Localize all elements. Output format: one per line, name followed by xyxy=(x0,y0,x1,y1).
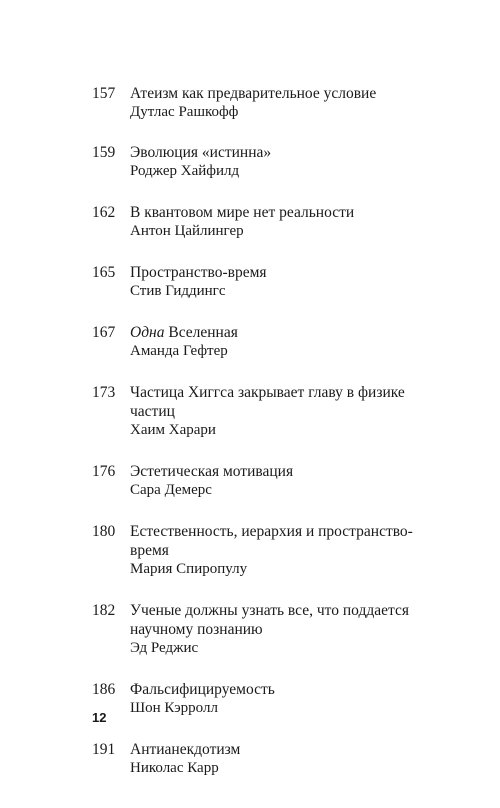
toc-page-number: 182 xyxy=(92,602,116,619)
table-of-contents xyxy=(92,84,432,800)
toc-title-line-2: время xyxy=(130,542,169,559)
toc-author: Дутлас Рашкофф xyxy=(130,104,239,120)
toc-title-line-1: Частица Хиггса закрывает главу в физике xyxy=(130,384,405,401)
toc-entry xyxy=(92,462,432,500)
toc-author: Антон Цайлингер xyxy=(130,223,244,239)
toc-title-line-2: научному познанию xyxy=(130,621,263,638)
toc-page-number: 167 xyxy=(92,324,116,341)
toc-author: Стив Гиддингс xyxy=(130,283,226,299)
toc-entry-body xyxy=(130,601,432,658)
toc-entry xyxy=(92,263,432,301)
toc-title-line-1: Ученые должны узнать все, что поддается xyxy=(130,602,409,619)
toc-page-number: 191 xyxy=(92,741,116,758)
toc-title-line-1: Естественность, иерархия и пространство- xyxy=(130,523,413,540)
toc-title: Атеизм как предварительное условие xyxy=(130,85,377,102)
toc-page-number: 180 xyxy=(92,523,116,540)
toc-page-number: 162 xyxy=(92,204,116,221)
toc-author: Роджер Хайфилд xyxy=(130,163,240,179)
toc-entry-body xyxy=(130,462,432,500)
toc-author: Николас Карр xyxy=(130,760,219,776)
toc-page-number: 176 xyxy=(92,463,116,480)
toc-author: Шон Кэрролл xyxy=(130,700,218,716)
toc-title: Эстетическая мотивация xyxy=(130,463,294,480)
toc-entry-body xyxy=(130,323,432,361)
toc-title: В квантовом мире нет реальности xyxy=(130,204,355,221)
toc-title-line-2: частиц xyxy=(130,403,175,420)
toc-entry xyxy=(92,203,432,241)
toc-author: Мария Спиропулу xyxy=(130,561,248,577)
toc-entry xyxy=(92,740,432,778)
toc-page-number: 173 xyxy=(92,384,116,401)
toc-entry xyxy=(92,680,432,718)
toc-entry-body xyxy=(130,522,432,579)
toc-page-number: 159 xyxy=(92,144,116,161)
toc-title: Антианекдотизм xyxy=(130,741,241,758)
toc-page-number: 165 xyxy=(92,264,116,281)
toc-title: Пространство-время xyxy=(130,264,267,281)
toc-entry-body xyxy=(130,740,432,778)
toc-page-number: 157 xyxy=(92,85,116,102)
toc-author: Аманда Гефтер xyxy=(130,343,228,359)
toc-title: Эволюция «истинна» xyxy=(130,144,272,161)
toc-title-rest: Вселенная xyxy=(164,324,238,341)
toc-author: Сара Демерс xyxy=(130,482,212,498)
toc-author: Хаим Харари xyxy=(130,422,216,438)
toc-entry xyxy=(92,323,432,361)
toc-title xyxy=(130,323,432,342)
toc-entry-body xyxy=(130,680,432,718)
toc-entry xyxy=(92,143,432,181)
toc-entry xyxy=(92,601,432,658)
toc-title-italic: Одна xyxy=(130,324,165,341)
toc-entry xyxy=(92,383,432,440)
toc-entry-body xyxy=(130,84,432,122)
toc-entry xyxy=(92,522,432,579)
toc-author: Эд Реджис xyxy=(130,640,199,656)
page-number: 12 xyxy=(92,710,107,725)
toc-title: Фальсифицируемость xyxy=(130,681,275,698)
toc-entry-body xyxy=(130,143,432,181)
toc-entry-body xyxy=(130,203,432,241)
toc-entry-body xyxy=(130,383,432,440)
toc-entry-body xyxy=(130,263,432,301)
toc-entry xyxy=(92,84,432,122)
toc-page-number: 186 xyxy=(92,681,116,698)
